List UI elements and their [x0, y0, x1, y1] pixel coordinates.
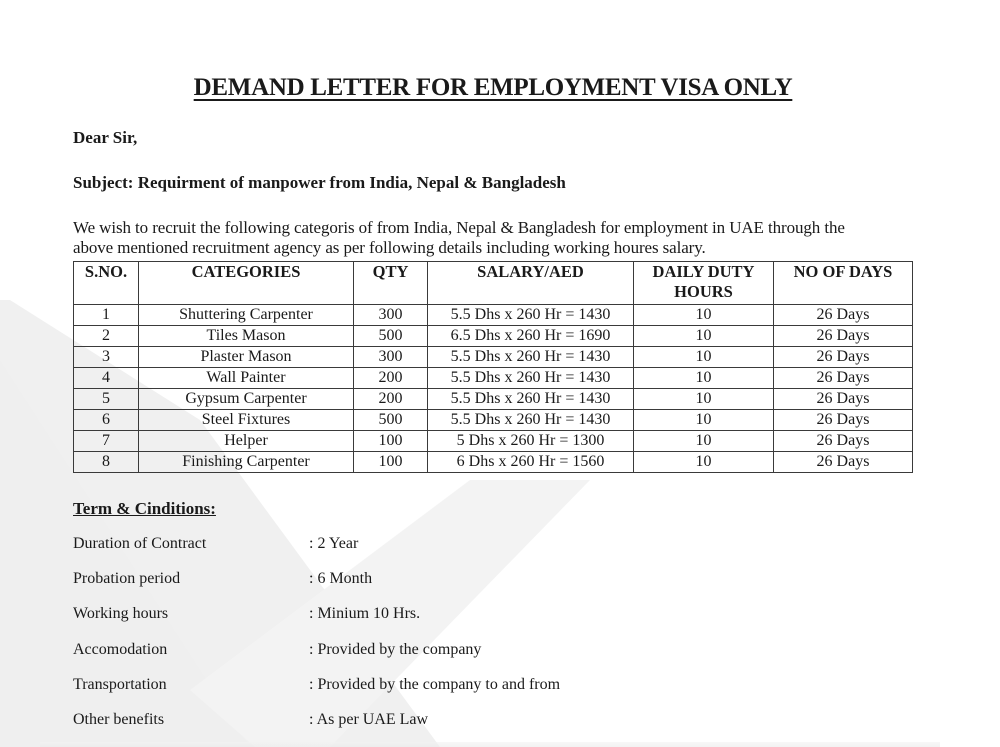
cell-sno: 8	[74, 452, 139, 473]
cell-days: 26 Days	[774, 347, 913, 368]
cell-sno: 3	[74, 347, 139, 368]
header-daily-duty-line1: DAILY DUTY	[652, 262, 755, 281]
cell-category: Finishing Carpenter	[139, 452, 354, 473]
intro-paragraph	[73, 218, 923, 258]
cell-salary: 5.5 Dhs x 260 Hr = 1430	[428, 368, 634, 389]
cell-sno: 5	[74, 389, 139, 410]
cell-qty: 200	[354, 389, 428, 410]
cell-salary: 5 Dhs x 260 Hr = 1300	[428, 431, 634, 452]
cell-qty: 500	[354, 410, 428, 431]
cell-days: 26 Days	[774, 452, 913, 473]
table-row	[74, 305, 913, 326]
table-body	[74, 305, 913, 473]
cutoff-text-line	[40, 742, 940, 747]
intro-line-1: We wish to recruit the following categoris of from India, Nepal & Bangladesh for employment in UAE through the	[73, 218, 845, 237]
header-no-of-days: NO OF DAYS	[774, 262, 913, 305]
table-row	[74, 326, 913, 347]
cell-salary: 5.5 Dhs x 260 Hr = 1430	[428, 389, 634, 410]
table-row	[74, 431, 913, 452]
cell-days: 26 Days	[774, 326, 913, 347]
cell-category: Gypsum Carpenter	[139, 389, 354, 410]
term-value: : Minium 10 Hrs.	[309, 605, 421, 622]
cell-category: Steel Fixtures	[139, 410, 354, 431]
cell-category: Plaster Mason	[139, 347, 354, 368]
term-label: Transportation	[73, 676, 167, 693]
header-daily-duty-hours	[634, 262, 774, 305]
cell-hours: 10	[634, 368, 774, 389]
term-label: Duration of Contract	[73, 535, 207, 552]
header-daily-duty-line2: HOURS	[674, 282, 733, 301]
cell-qty: 100	[354, 431, 428, 452]
table-row	[74, 389, 913, 410]
cell-qty: 300	[354, 305, 428, 326]
term-label: Accomodation	[73, 641, 168, 658]
cell-qty: 500	[354, 326, 428, 347]
cell-days: 26 Days	[774, 368, 913, 389]
term-label: Working hours	[73, 605, 169, 622]
cell-sno: 7	[74, 431, 139, 452]
cell-hours: 10	[634, 347, 774, 368]
cell-hours: 10	[634, 410, 774, 431]
cell-salary: 5.5 Dhs x 260 Hr = 1430	[428, 347, 634, 368]
term-value: : As per UAE Law	[309, 711, 429, 728]
cell-hours: 10	[634, 326, 774, 347]
term-value: : 2 Year	[309, 535, 359, 552]
term-value: : Provided by the company to and from	[309, 676, 561, 693]
document-title-text: DEMAND LETTER FOR EMPLOYMENT VISA ONLY	[193, 74, 793, 101]
subject-line: Subject: Requirment of manpower from India, Nepal & Bangladesh	[73, 173, 566, 192]
cell-hours: 10	[634, 452, 774, 473]
cell-category: Helper	[139, 431, 354, 452]
cell-days: 26 Days	[774, 431, 913, 452]
term-value: : 6 Month	[309, 570, 373, 587]
cell-sno: 4	[74, 368, 139, 389]
cell-hours: 10	[634, 305, 774, 326]
table-row	[74, 368, 913, 389]
table-row	[74, 452, 913, 473]
cell-category: Wall Painter	[139, 368, 354, 389]
cell-salary: 6.5 Dhs x 260 Hr = 1690	[428, 326, 634, 347]
cell-days: 26 Days	[774, 305, 913, 326]
cell-salary: 5.5 Dhs x 260 Hr = 1430	[428, 410, 634, 431]
terms-heading: Term & Cinditions:	[73, 499, 216, 518]
cell-salary: 5.5 Dhs x 260 Hr = 1430	[428, 305, 634, 326]
cell-qty: 100	[354, 452, 428, 473]
intro-line-2: above mentioned recruitment agency as per following details including working houres salary.	[73, 238, 706, 257]
header-qty: QTY	[354, 262, 428, 305]
cell-category: Tiles Mason	[139, 326, 354, 347]
cell-hours: 10	[634, 431, 774, 452]
cell-sno: 6	[74, 410, 139, 431]
salutation: Dear Sir,	[73, 128, 138, 147]
term-value: : Provided by the company	[309, 641, 482, 658]
document-title	[0, 74, 986, 102]
table-row	[74, 410, 913, 431]
cell-salary: 6 Dhs x 260 Hr = 1560	[428, 452, 634, 473]
cell-sno: 2	[74, 326, 139, 347]
table-header-row	[74, 262, 913, 305]
table-row	[74, 347, 913, 368]
header-salary: SALARY/AED	[428, 262, 634, 305]
cell-qty: 300	[354, 347, 428, 368]
cell-qty: 200	[354, 368, 428, 389]
header-categories: CATEGORIES	[139, 262, 354, 305]
cell-days: 26 Days	[774, 410, 913, 431]
cell-sno: 1	[74, 305, 139, 326]
term-label: Other benefits	[73, 711, 165, 728]
term-label: Probation period	[73, 570, 181, 587]
cell-hours: 10	[634, 389, 774, 410]
header-sno: S.NO.	[74, 262, 139, 305]
cell-category: Shuttering Carpenter	[139, 305, 354, 326]
manpower-table	[73, 261, 913, 473]
cell-days: 26 Days	[774, 389, 913, 410]
